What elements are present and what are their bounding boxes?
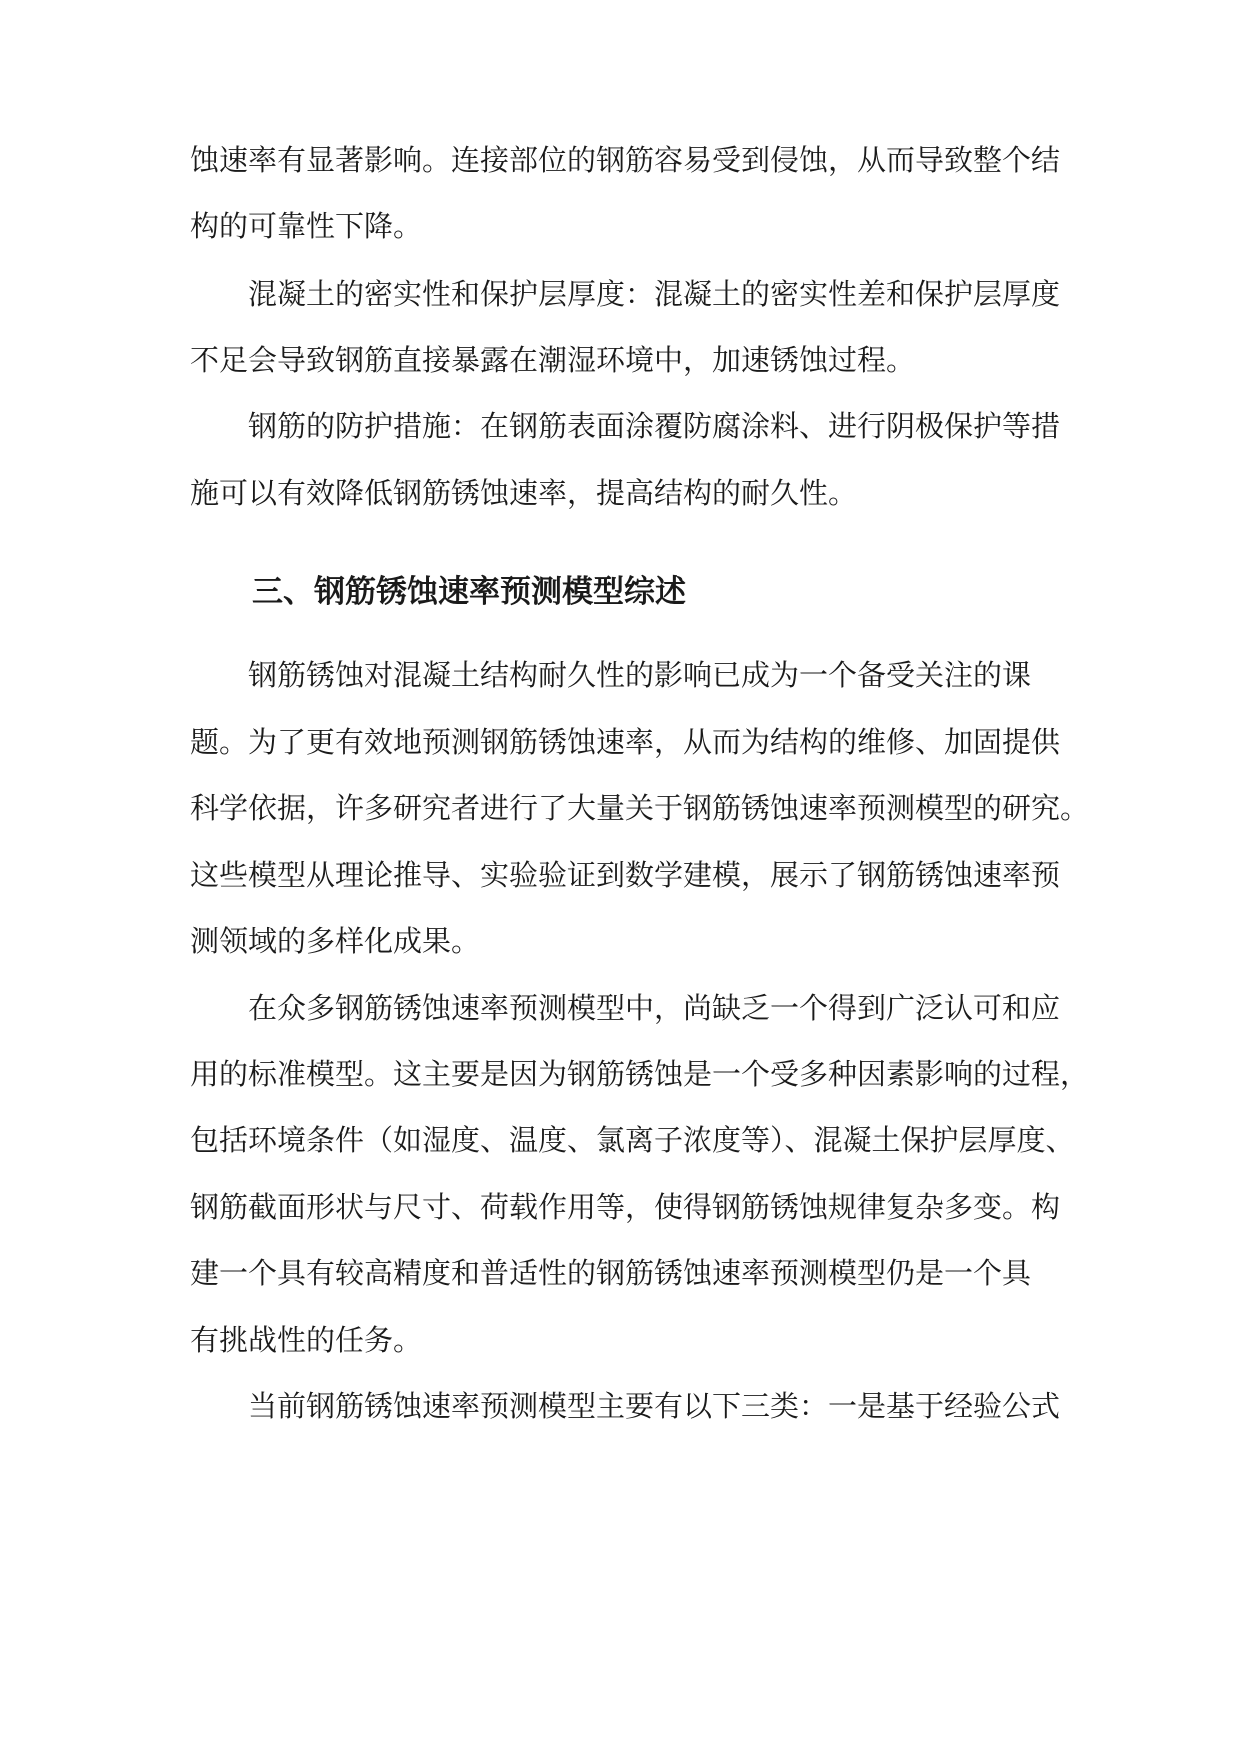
text-line: 在众多钢筋锈蚀速率预测模型中，尚缺乏一个得到广泛认可和应 bbox=[248, 991, 1061, 1025]
text-line: 施可以有效降低钢筋锈蚀速率，提高结构的耐久性。 bbox=[190, 476, 858, 510]
text-line: 不足会导致钢筋直接暴露在潮湿环境中，加速锈蚀过程。 bbox=[190, 343, 916, 377]
text-line: 钢筋截面形状与尺寸、荷载作用等，使得钢筋锈蚀规律复杂多变。构 bbox=[190, 1190, 1061, 1224]
text-line: 当前钢筋锈蚀速率预测模型主要有以下三类：一是基于经验公式 bbox=[248, 1389, 1061, 1423]
text-line: 包括环境条件（如湿度、温度、氯离子浓度等）、混凝土保护层厚度、 bbox=[190, 1123, 1075, 1157]
text-line: 这些模型从理论推导、实验验证到数学建模，展示了钢筋锈蚀速率预 bbox=[190, 858, 1061, 892]
text-line: 蚀速率有显著影响。连接部位的钢筋容易受到侵蚀，从而导致整个结 bbox=[190, 143, 1061, 177]
text-line: 测领域的多样化成果。 bbox=[190, 924, 481, 958]
text-line: 用的标准模型。这主要是因为钢筋锈蚀是一个受多种因素影响的过程， bbox=[190, 1057, 1090, 1091]
text-line: 有挑战性的任务。 bbox=[190, 1323, 423, 1357]
text-line: 建一个具有较高精度和普适性的钢筋锈蚀速率预测模型仍是一个具 bbox=[190, 1256, 1032, 1290]
text-line: 钢筋锈蚀对混凝土结构耐久性的影响已成为一个备受关注的课 bbox=[248, 658, 1032, 692]
text-line: 构的可靠性下降。 bbox=[190, 209, 423, 243]
text-line: 题。为了更有效地预测钢筋锈蚀速率，从而为结构的维修、加固提供 bbox=[190, 725, 1061, 759]
text-line: 混凝土的密实性和保护层厚度：混凝土的密实性差和保护层厚度 bbox=[248, 277, 1061, 311]
text-line: 科学依据，许多研究者进行了大量关于钢筋锈蚀速率预测模型的研究。 bbox=[190, 791, 1090, 825]
text-line: 钢筋的防护措施：在钢筋表面涂覆防腐涂料、进行阴极保护等措 bbox=[248, 409, 1061, 443]
section-heading: 三、钢筋锈蚀速率预测模型综述 bbox=[252, 574, 686, 610]
